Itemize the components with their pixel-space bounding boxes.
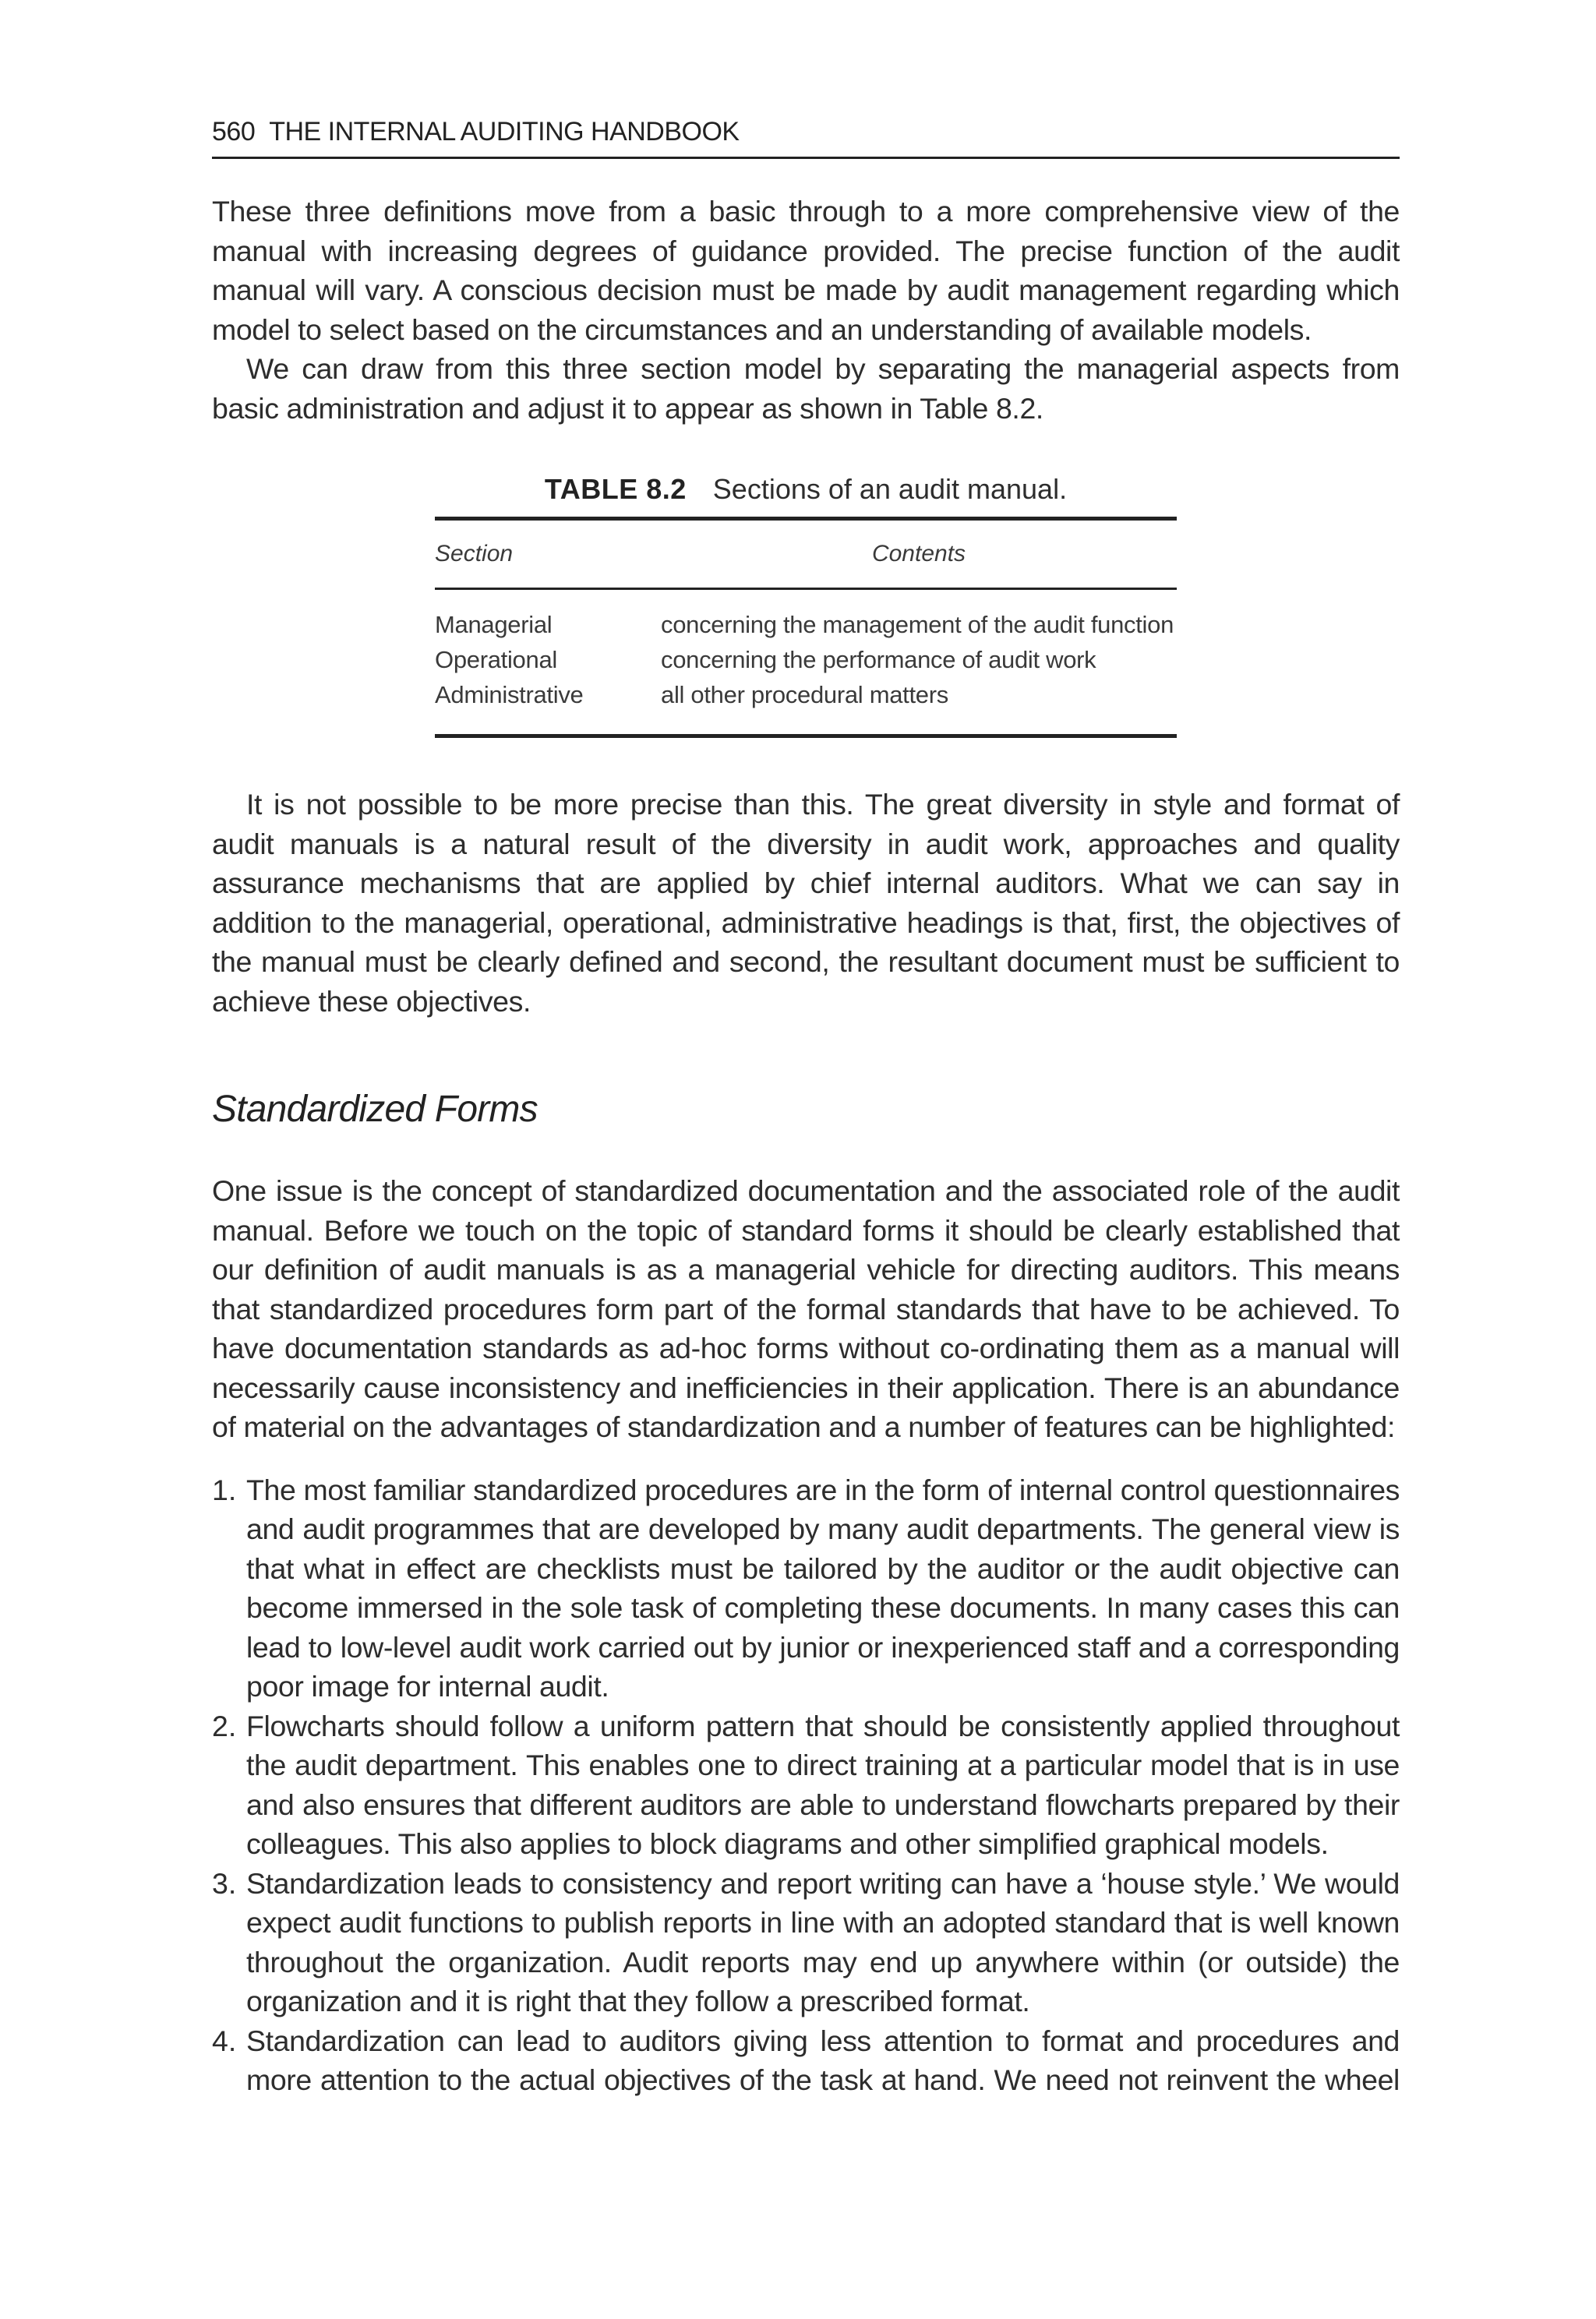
book-title: THE INTERNAL AUDITING HANDBOOK: [269, 117, 740, 146]
table-header-row: [435, 521, 1177, 588]
list-number: 1.: [212, 1473, 237, 1506]
table-cell-contents: all other procedural matters: [661, 681, 948, 708]
running-head: [212, 117, 1400, 159]
list-number: 4.: [212, 2024, 237, 2057]
table-cell-section: Operational: [435, 646, 557, 673]
book-page: [212, 117, 1400, 2100]
table-row: [435, 677, 1177, 712]
list-item: [212, 1470, 1400, 1707]
list-item: [212, 1864, 1400, 2021]
table-row: [435, 607, 1177, 642]
list-item-text: Flowcharts should follow a uniform pattern that should be consistently applied throughout the audit department. This enables one to direct training at a particular model that is in use and also ensures that different auditors are able to understand flowcharts prepared by their colleagues. This also applies to block diagrams and other simplified graphical models.: [246, 1709, 1400, 1860]
list-item-text: Standardization leads to consistency and report writing can have a ‘house style.’ We would expect audit functions to publish reports in line with an adopted standard that is well known throughout the organization. Audit reports may end up anywhere within (or outside) the organization and it is right that they follow a prescribed format.: [246, 1866, 1400, 2017]
paragraph-three-section-model: We can draw from this three section model by separating the managerial aspects from basic administration and adjust it to appear as shown in Table 8.2.: [212, 352, 1400, 425]
list-number: 2.: [212, 1709, 237, 1742]
table-cell-contents: concerning the performance of audit work: [661, 646, 1096, 673]
table-label: TABLE 8.2: [544, 473, 687, 505]
table-cell-section: Administrative: [435, 681, 584, 708]
paragraph-standardized-documentation: One issue is the concept of standardized documentation and the associated role of the audit manual. Before we touch on the topic of standard forms it should be clearly established that our definition of audit manuals is as a managerial vehicle for directing auditors. This means that standardized procedures form part of the formal standards that have to be achieved. To have documentation standards as ad-hoc forms without co-ordinating them as a manual will necessarily cause inconsistency and inefficiencies in their application. There is an abundance of material on the advantages of standardization and a number of features can be highlighted:: [212, 1174, 1400, 1443]
table-caption-text: Sections of an audit manual.: [712, 473, 1068, 505]
paragraph-diversity: It is not possible to be more precise than this. The great diversity in style and format of audit manuals is a natural result of the diversity in audit work, approaches and quality assurance mechanisms that are applied by chief internal auditors. What we can say in addition to the managerial, operational, administrative headings is that, first, the objectives of the manual must be clearly defined and second, the resultant document must be sufficient to achieve these objectives.: [212, 788, 1400, 1018]
features-list: [212, 1470, 1400, 2100]
page-number: 560: [212, 117, 256, 146]
table-header-contents: Contents: [871, 541, 966, 567]
list-item: [212, 1707, 1400, 1864]
table-body: [435, 590, 1177, 734]
list-number: 3.: [212, 1866, 237, 1900]
paragraph-definitions: These three definitions move from a basic through to a more comprehensive view of the manual with increasing degrees of guidance provided. The precise function of the audit manual will vary. A conscious decision must be made by audit management regarding which model to select based on the circumstances and an understanding of available models.: [212, 195, 1400, 346]
table-cell-section: Managerial: [435, 611, 553, 638]
section-heading: Standardized Forms: [212, 1089, 538, 1130]
table-row: [435, 642, 1177, 677]
list-item: [212, 2021, 1400, 2100]
table-header-section: Section: [435, 541, 514, 567]
table-caption: [435, 473, 1177, 506]
table-cell-contents: concerning the management of the audit function: [661, 611, 1174, 638]
list-item-text: Standardization can lead to auditors giving less attention to format and procedures and more attention to the actual objectives of the task at hand. We need not reinvent the wheel: [246, 2024, 1400, 2096]
list-item-text: The most familiar standardized procedures are in the form of internal control questionnaires and audit programmes that are developed by many audit departments. The general view is that what in effect are checklists must be tailored by the auditor or the audit objective can become immersed in the sole task of completing these documents. In many cases this can lead to low-level audit work carried out by junior or inexperienced staff and a corresponding poor image for internal audit.: [246, 1473, 1400, 1703]
table-bottom-rule: [435, 734, 1177, 738]
table-8-2: [435, 473, 1177, 738]
